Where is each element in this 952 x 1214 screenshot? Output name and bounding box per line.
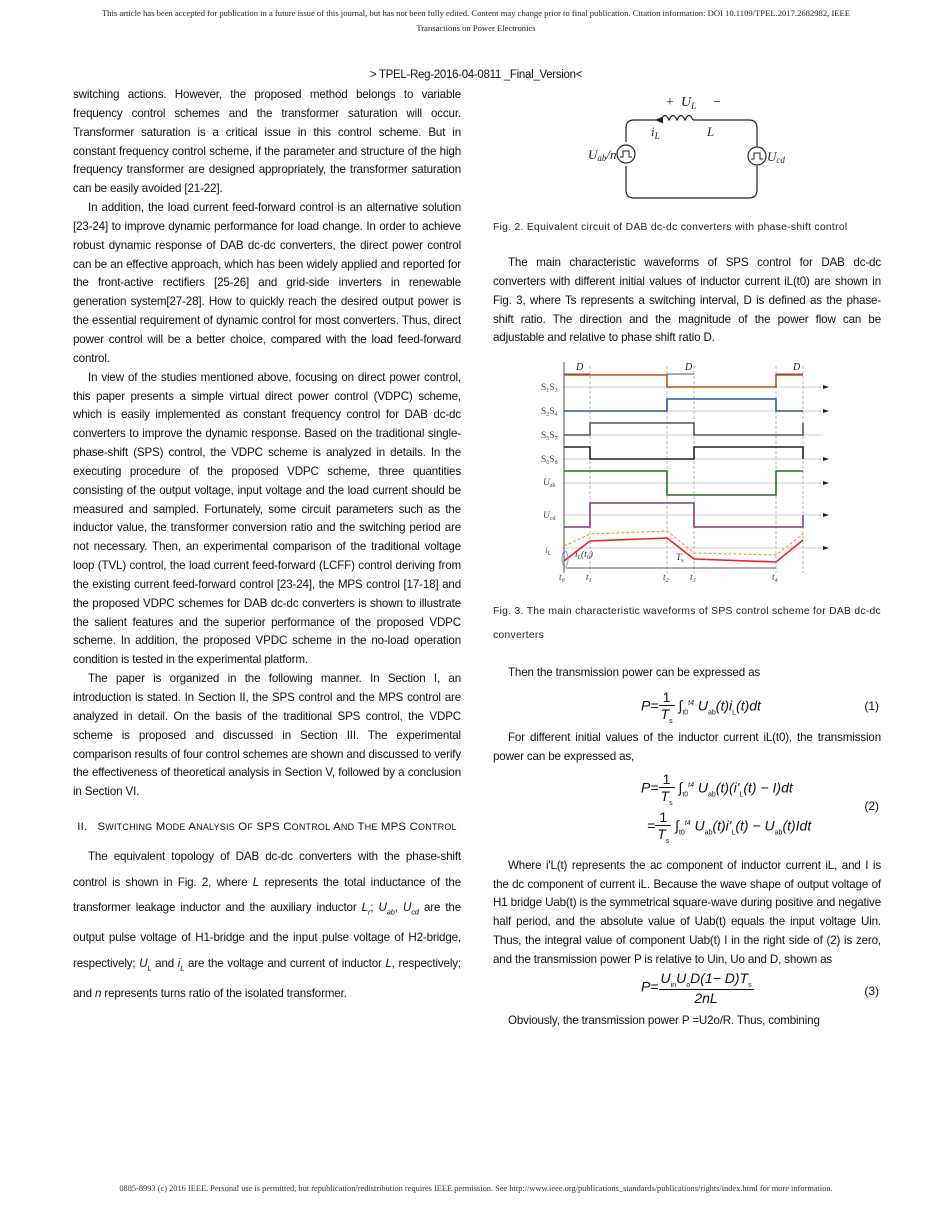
equation-2: P= $\frac{1}{T_s}$ $\int_{t0}^{t4}$ $U_{ab}(t)(i'_L(t) - I)dt$ = $\frac{1}{T_s}$ $\int_{t0}^{t4}$ $U_{ab}(t)i'_L(t) - U_{ab}(t)Idt$ (2): [641, 770, 879, 845]
svg-text:Uab: $U_{ab}$: [543, 478, 556, 490]
figure-2-circuit: [493, 86, 881, 208]
svg-text:D: D: [576, 362, 584, 374]
acceptance-notice: [0, 6, 952, 36]
equation-number: (1): [864, 699, 879, 714]
running-head: > TPEL-Reg-2016-04-0811 _Final_Version<: [369, 69, 583, 81]
section-title: SWITCHING MODE ANALYSIS OF SPS CONTROL AND THE MPS CONTROL: [97, 821, 457, 834]
svg-text:D: D: [685, 362, 693, 374]
paragraph: The paper is organized in the following manner. In Section I, an introduction is stated. In Section II, the SPS control and the MPS control are analyzed in detail. On the basis of the traditional SPS control, the VDPC scheme is proposed and discussed in Section III. The experimental comparison results of four control schemes are shown and discussed to verify the effectiveness of theoretical analysis in Section V, followed by a conclusion in Section VI.: [73, 672, 461, 799]
svg-text:S6S8: $S_6S_8$: [541, 455, 558, 467]
svg-text:t1: $t_1$: [586, 573, 592, 585]
section-heading: [73, 814, 461, 840]
svg-text:t4: $t_4$: [772, 573, 778, 585]
svg-text:UL: $U_L$: [681, 95, 697, 111]
figure-3-caption: Fig. 3. The main characteristic waveforms of SPS control scheme for DAB dc-dc converters: [493, 606, 882, 642]
paragraph: switching actions. However, the proposed method belongs to variable frequency control schemes and the transformer saturation will occur. Transformer saturation is a critical issue in this control scheme. But in constant frequency control scheme, if the parameter and structure of the high frequency transformer are designed appropriately, the transformer saturation can be easily avoided [21-22].: [73, 88, 461, 196]
equation-number: (2): [864, 798, 879, 813]
paragraph: For different initial values of the inductor current iL(t0), the transmission power can be expressed as,: [493, 731, 881, 763]
svg-text:S1S3: $S_1S_3$: [541, 383, 558, 395]
left-column: [73, 86, 461, 1006]
svg-text:Ucd: Ucd: [767, 149, 785, 165]
paragraph-topology: The equivalent topology of DAB dc-dc converters with the phase-shift control is shown in Fig. 2, where L represents the total inductance of the transformer leakage inductor and the auxiliary inductor $L_r$; $U_{ab}$, $U_{cd}$ are the output pulse voltage of H1-bridge and the input pulse voltage of H2-bridge, respectively; $U_L$ and $i_L$ are the voltage and current of inductor L, respectively; and n represents turns ratio of the isolated transformer.: [73, 850, 461, 1000]
svg-text:S2S4: $S_2S_4$: [541, 407, 558, 419]
section-numeral: II.: [77, 821, 88, 834]
paragraph: In addition, the load current feed-forward control is an alternative solution [23-24] to improve dynamic performance for load change. In order to achieve robust dynamic response of DAB dc-dc converters, the direct power control can be an effective approach, which has been widely applied and reported for the front-active rectifiers [25-26] and grid-side inverters in renewable generation system[27-28]. How to quickly reach the desired output power is the essential requirement of dynamic control for most converters. Thus, direct power control will be a better choice, compared with the load feed-forward control.: [73, 201, 461, 365]
svg-text:Ucd: $U_{cd}$: [543, 511, 556, 523]
equation-3: P= $\frac{U_{in}U_oD(1- D)T_s}{2nL}$ (3): [641, 969, 879, 1006]
right-column: [493, 86, 881, 1031]
svg-text:t2: $t_2$: [663, 573, 669, 585]
figure-3-waveforms: [493, 358, 881, 598]
paragraph: Then the transmission power can be expressed as: [508, 666, 761, 680]
svg-text:t3: $t_3$: [690, 573, 696, 585]
svg-text:S5S7: $S_5S_7$: [541, 431, 558, 443]
svg-text:Ts: $T_s$: [676, 553, 684, 565]
paragraph: Where i'L(t) represents the ac component of inductor current iL, and I is the dc component of current iL. Because the wave shape of output voltage of H1 bridge Uab(t) is the symmetrical square-wave during positive and negative half period, and the absolute value of Uab(t) equals the input voltage Uin. Thus, the integral value of component Uab(t) I in the right side of (2) is zero, and the transmission power P is relative to Uin, Uo and D, shown as: [493, 858, 881, 966]
paragraph: In view of the studies mentioned above, focusing on direct power control, this paper presents a simple virtual direct power control (VDPC) scheme, which is easily implemented as constant frequency control for DAB dc-dc converters to improve the dynamic response. Based on the traditional single-phase-shift (SPS) control, the VDPC scheme is analyzed in details. In the executing procedure of the proposed VDPC scheme, three quantities consisting of the output voltage, input voltage and the load current should be measured and sampled. Fortunately, some circuit parameters such as the inductor value, the transformer conversion ratio and the switching period are not necessary. Then, an experimental comparison of the traditional voltage loop (TVL) control, the load current feed-forward (LCFF) control deriving from the existing current feed-forward control [23-24], the MPS control [17-18] and the proposed VDPC schemes for DAB dc-dc converters is shown to illustrate the salient features and the superior performance of the proposed VDPC scheme. In addition, the proposed VPDC scheme in the no-load operation condition is tested in the experimental platform.: [73, 370, 461, 667]
figure-2-caption: Fig. 2. Equivalent circuit of DAB dc-dc converters with phase-shift control: [493, 222, 848, 233]
svg-text:iL(t0): $i_L(t_0)$: [575, 550, 593, 562]
equation-1: P= $\frac{1}{T_s}$ $\int_{t0}^{t4}$ $U_{ab}(t)i_L(t)dt$ (1): [641, 689, 879, 725]
svg-text:iL: $i_L$: [545, 546, 552, 558]
svg-text:−: −: [713, 95, 721, 110]
sps-waveform-chart: [493, 358, 881, 598]
equivalent-circuit-diagram: [493, 86, 881, 208]
svg-text:Uab/n: Uab/n: [588, 147, 617, 163]
paragraph: The main characteristic waveforms of SPS control for DAB dc-dc converters with different initial values of inductor current iL(t0) are shown in Fig. 3, where Ts represents a switching interval, D is defined as the phase-shift ratio. The direction and the magnitude of the power flow can be adjustable and relative to phase shift ratio D.: [493, 256, 881, 345]
current-arrow-icon: [655, 117, 663, 124]
equation-number: (3): [864, 983, 879, 998]
copyright-footer: 0885-8993 (c) 2016 IEEE. Personal use is permitted, but republication/redistribution requires IEEE permission. See http://www.ieee.org/publications_standards/publications/rights/index.html for more information.: [119, 1184, 833, 1193]
svg-text:+: +: [666, 95, 674, 110]
notice-line-2: Transactions on Power Electronics: [416, 23, 536, 33]
notice-line-1: This article has been accepted for publication in a future issue of this journal, but has not been fully edited. Content may change prior to final publication. Citation information: DOI 10.1109/TPEL.2017.2682982, IEEE: [101, 8, 851, 18]
svg-text:L: L: [707, 124, 715, 139]
paragraph: Obviously, the transmission power P =U2o/R. Thus, combining: [508, 1013, 820, 1027]
svg-text:D: D: [793, 362, 801, 374]
svg-text:iL: $i_L$: [651, 124, 660, 141]
svg-text:t0: $t_0$: [559, 573, 565, 585]
